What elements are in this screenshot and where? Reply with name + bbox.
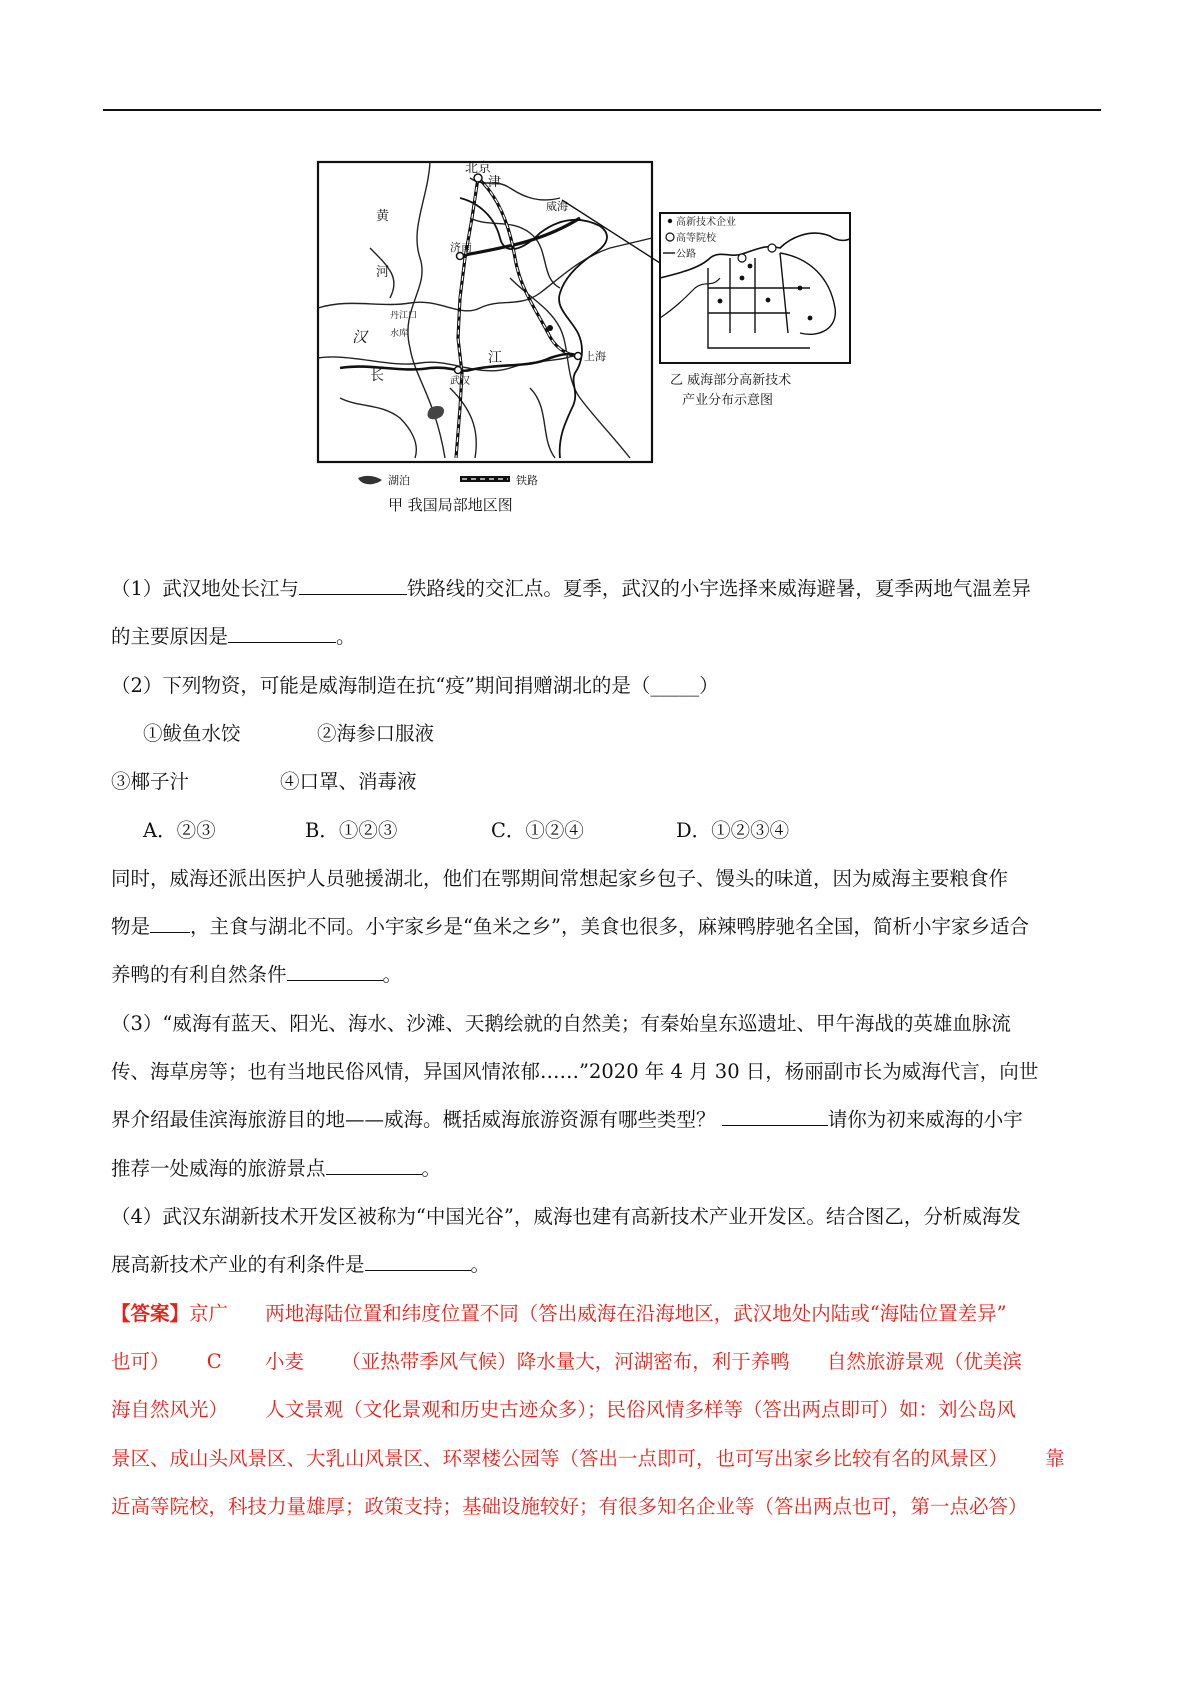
q2-option-a[interactable]: A．②③ — [143, 819, 216, 842]
q3-blank-1[interactable] — [722, 1107, 828, 1126]
caption-jia: 甲 我国局部地区图 — [388, 496, 513, 514]
label-wuhan: 武汉 — [450, 376, 470, 387]
label-jinan: 济南 — [450, 241, 472, 254]
label-jiang: 江 — [488, 350, 502, 366]
answer-line2: 也可） C 小麦 （亚热带季风气候）降水量大，河湖密布，利于养鸭 自然旅游景观（优美滨 — [111, 1350, 1022, 1373]
q2-option-d[interactable]: D．①②③④ — [676, 819, 790, 842]
q2-item-2: ②海参口服液 — [317, 722, 435, 745]
enterprise-legend-icon — [668, 219, 672, 223]
map-jia-frame — [318, 162, 652, 462]
q1-blank-2[interactable] — [228, 624, 336, 643]
q1-line2: 的主要原因是 。 — [111, 625, 356, 648]
answer-line4: 景区、成山头风景区、大乳山风景区、环翠楼公园等（答出一点即可，也可写出家乡比较有名的风景区） 靠 — [111, 1447, 1065, 1470]
q3-line3: 界介绍最佳滨海旅游目的地——威海。概括威海旅游资源有哪些类型？ 请你为初来威海的小宇 — [111, 1108, 1023, 1131]
header-rule — [103, 109, 1101, 111]
q3-blank-2[interactable] — [326, 1156, 422, 1175]
label-reservoir: 水库 — [390, 329, 409, 339]
q2-item-1: ①鲅鱼水饺 — [143, 722, 241, 745]
q2-follow-line2: 物是 ，主食与湖北不同。小宇家乡是“鱼米之乡”，美食也很多，麻辣鸭脖驰名全国，简析小宇家乡适合 — [111, 915, 1029, 938]
caption-yi-line2: 产业分布示意图 — [682, 393, 774, 408]
legend-lake: 湖泊 — [388, 474, 410, 487]
q1-blank-1[interactable] — [299, 576, 407, 595]
q2-follow-line3: 养鸭的有利自然条件 。 — [111, 963, 403, 986]
q2-item-3: ③椰子汁 — [111, 770, 190, 793]
q1-line1: （1）武汉地处长江与 铁路线的交汇点。夏季，武汉的小宇选择来威海避暑，夏季两地气温差异 — [111, 577, 1031, 600]
label-beijing: 北京 — [465, 161, 492, 176]
q3-line4: 推荐一处威海的旅游景点 。 — [111, 1157, 442, 1180]
map-figure — [310, 158, 900, 553]
inset-legend-enterprise: 高新技术企业 — [676, 217, 736, 228]
q2-blank-1[interactable] — [150, 914, 190, 933]
q2-blank-2[interactable] — [287, 962, 383, 981]
label-tianjin: 津 — [488, 175, 502, 190]
q3-line1: （3）“威海有蓝天、阳光、海水、沙滩、天鹅绘就的自然美；有秦始皇东巡遗址、甲午海战的英雄血脉流 — [111, 1012, 1011, 1035]
answer-label: 【答案】 — [111, 1302, 190, 1325]
caption-yi-line1: 乙 威海部分高新技术 — [670, 373, 792, 388]
answer-line5: 近高等院校，科技力量雄厚；政策支持；基础设施较好；有很多知名企业等（答出两点也可，第一点必答） — [111, 1495, 1028, 1518]
label-han: 汉 — [352, 328, 368, 346]
college-legend-icon — [666, 233, 674, 241]
label-weihai: 威海 — [546, 200, 568, 213]
label-yellow-2: 河 — [376, 265, 390, 280]
label-danjiangkou: 丹江口 — [390, 311, 418, 321]
label-shanghai: 上海 — [584, 350, 606, 363]
q4-line2: 展高新技术产业的有利条件是 。 — [111, 1253, 491, 1276]
inset-legend-road: 公路 — [676, 249, 696, 260]
q4-blank-1[interactable] — [365, 1252, 471, 1271]
q2-item-4: ④口罩、消毒液 — [280, 770, 417, 793]
lake-legend-icon — [358, 476, 382, 484]
q4-line1: （4）武汉东湖新技术开发区被称为“中国光谷”，威海也建有高新技术产业开发区。结合图乙，分析威海发 — [111, 1205, 1021, 1228]
q2-follow-line1: 同时，威海还派出医护人员驰援湖北，他们在鄂期间常想起家乡包子、馒头的味道，因为威海主要粮食作 — [111, 867, 1009, 890]
label-chang: 长 — [370, 368, 384, 384]
inset-legend-college: 高等院校 — [676, 233, 716, 244]
q2-option-b[interactable]: B．①②③ — [305, 819, 398, 842]
answer-line1: 【答案】京广 两地海陆位置和纬度位置不同（答出威海在沿海地区，武汉地处内陆或“海陆位置差异” — [111, 1302, 1007, 1325]
legend-rail: 铁路 — [516, 474, 538, 487]
answer-line3: 海自然风光） 人文景观（文化景观和历史古迹众多）；民俗风情多样等（答出两点即可）如：刘公岛风 — [111, 1398, 1016, 1421]
q3-line2: 传、海草房等；也有当地民俗风情，异国风情浓郁……”2020 年 4 月 30 日，杨丽副市长为威海代言，向世 — [111, 1060, 1039, 1083]
label-yellow-1: 黄 — [376, 209, 390, 224]
q2-stem: （2）下列物资，可能是威海制造在抗“疫”期间捐赠湖北的是（_____） — [111, 674, 719, 697]
q2-option-c[interactable]: C．①②④ — [491, 819, 584, 842]
